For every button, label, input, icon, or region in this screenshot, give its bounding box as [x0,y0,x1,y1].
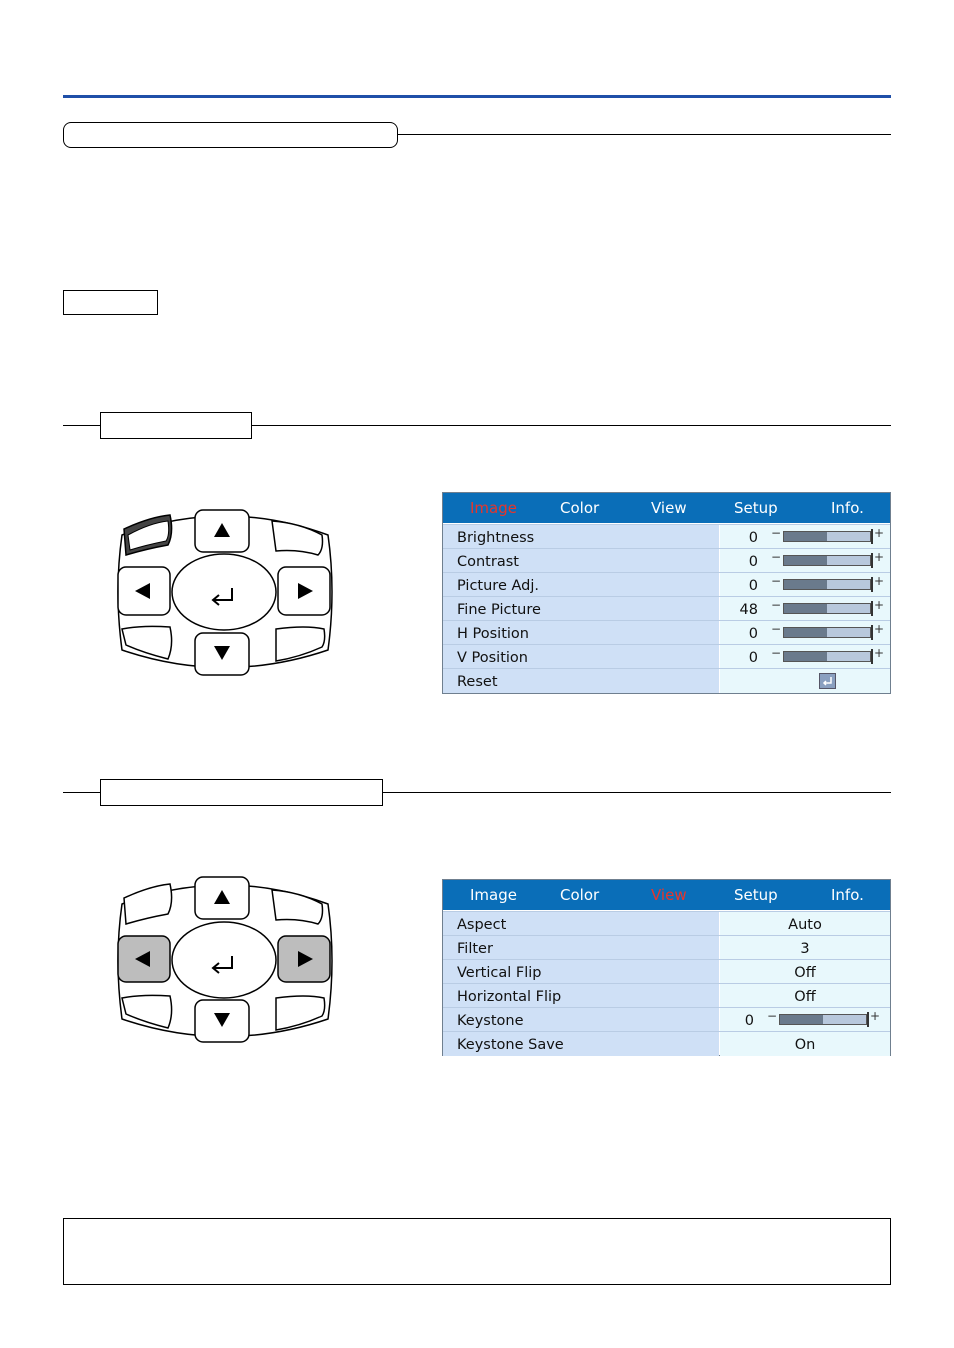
section3-rule-right [382,792,891,793]
menu-view [442,879,891,1056]
section-rule [397,134,891,135]
minus-sign: − [771,646,782,660]
menu-row-value: 0 [748,530,758,546]
tab-setup[interactable]: Setup [734,499,778,517]
plus-sign: + [874,598,885,612]
tab-color[interactable]: Color [560,886,600,904]
menu-row-value: On [794,1037,816,1053]
menu-image [442,492,891,694]
minus-sign: − [771,550,782,564]
menu-row-value: Auto [788,917,822,933]
menu-row-label: Brightness [457,530,535,546]
section-title-pill [63,122,398,148]
tab-view[interactable]: View [651,499,687,517]
level-bar[interactable] [783,531,871,542]
menu-row-label: Aspect [457,917,507,933]
top-rule [63,95,891,98]
menu-row-label: Reset [457,674,498,690]
section3-rule-left [63,792,100,793]
menu-tabs [443,493,890,523]
menu-row-filter[interactable] [443,935,890,960]
minus-sign: − [771,574,782,588]
menu-row-value: Off [794,965,816,981]
level-bar[interactable] [783,651,871,662]
menu-row-value: 0 [748,626,758,642]
level-bar[interactable] [783,579,871,590]
plus-sign: + [874,550,885,564]
menu-row-picture-adj[interactable] [443,572,890,597]
enter-button[interactable] [172,554,276,630]
menu-row-value: 48 [739,602,758,618]
menu-row-value: 0 [748,578,758,594]
tab-info[interactable]: Info. [831,499,864,517]
menu-row-value: Off [794,989,816,1005]
remote-control-1 [110,505,340,680]
menu-row-contrast[interactable] [443,548,890,573]
plus-sign: + [874,622,885,636]
menu-row-value: 0 [748,650,758,666]
remote-control-2 [110,874,340,1049]
menu-row-brightness[interactable] [443,524,890,549]
menu-row-label: Contrast [457,554,519,570]
enter-button[interactable] [172,922,276,998]
level-bar[interactable] [783,627,871,638]
menu-row-keystone-save[interactable] [443,1031,890,1056]
plus-sign: + [874,646,885,660]
level-bar[interactable] [783,555,871,566]
section3-label [100,779,383,806]
menu-row-label: Fine Picture [457,602,541,618]
minus-sign: − [771,526,782,540]
tab-info[interactable]: Info. [831,886,864,904]
menu-row-vertical-flip[interactable] [443,959,890,984]
menu-row-horizontal-flip[interactable] [443,983,890,1008]
level-bar[interactable] [779,1014,867,1025]
menu-row-label: Horizontal Flip [457,989,562,1005]
menu-row-label: H Position [457,626,529,642]
note-box [63,1218,891,1285]
section2-rule-left [63,425,100,426]
plus-sign: + [874,526,885,540]
menu-row-label: Filter [457,941,493,957]
menu-row-label: Keystone [457,1013,524,1029]
menu-row-reset[interactable] [443,668,890,693]
tab-image[interactable]: Image [470,499,517,517]
note-label [63,290,158,315]
plus-sign: + [870,1009,881,1023]
menu-row-label: Vertical Flip [457,965,542,981]
section2-rule-right [251,425,891,426]
menu-row-v-position[interactable] [443,644,890,669]
enter-icon[interactable] [819,673,836,689]
plus-sign: + [874,574,885,588]
tab-setup[interactable]: Setup [734,886,778,904]
menu-row-aspect[interactable] [443,911,890,936]
minus-sign: − [767,1009,778,1023]
tab-color[interactable]: Color [560,499,600,517]
minus-sign: − [771,598,782,612]
menu-tabs [443,880,890,910]
menu-row-label: V Position [457,650,528,666]
menu-row-label: Picture Adj. [457,578,539,594]
level-bar[interactable] [783,603,871,614]
menu-row-keystone[interactable] [443,1007,890,1032]
menu-row-value: 3 [800,941,810,957]
minus-sign: − [771,622,782,636]
menu-row-value: 0 [748,554,758,570]
menu-row-fine-picture[interactable] [443,596,890,621]
tab-view[interactable]: View [651,886,687,904]
tab-image[interactable]: Image [470,886,517,904]
menu-row-label: Keystone Save [457,1037,564,1053]
section2-label [100,412,252,439]
menu-row-value: 0 [744,1013,754,1029]
menu-row-h-position[interactable] [443,620,890,645]
